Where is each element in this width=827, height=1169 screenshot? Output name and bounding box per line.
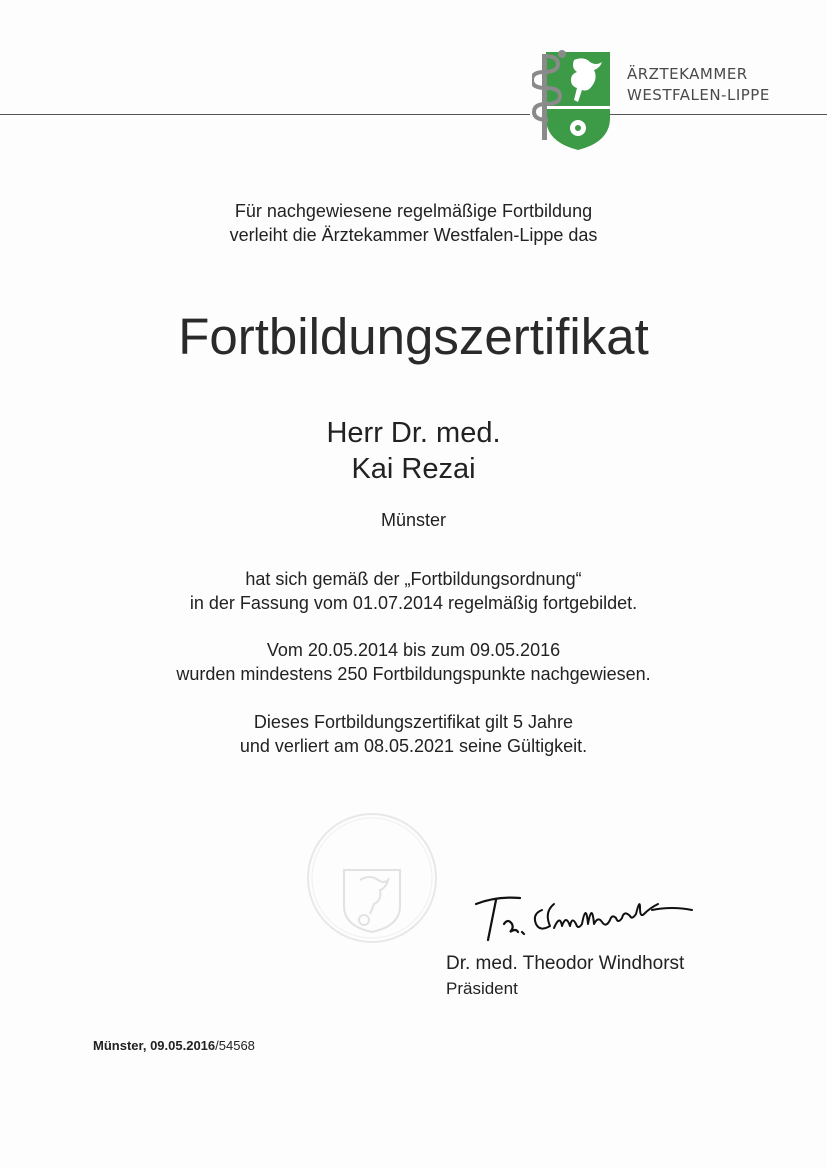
para2-line2: wurden mindestens 250 Fortbildungspunkte nachgewiesen. (176, 664, 651, 684)
body-paragraph-1 (0, 567, 827, 615)
recipient-city: Münster (380, 510, 447, 530)
org-name-line1: ÄRZTEKAMMER (627, 65, 748, 83)
embossed-seal-icon (304, 810, 440, 946)
para3-line2: und verliert am 08.05.2021 seine Gültigkeit. (239, 736, 588, 756)
intro-line1: Für nachgewiesene regelmäßige Fortbildung (234, 201, 593, 221)
recipient-salutation: Herr Dr. med. (326, 417, 501, 449)
para1-line1: hat sich gemäß der „Fortbildungsordnung“ (245, 569, 582, 589)
signer-name: Dr. med. Theodor Windhorst (446, 953, 685, 974)
certificate-title: Fortbildungszertifikat (178, 308, 649, 365)
footer-reference: /54568 (215, 1038, 255, 1053)
para1-line2: in der Fassung vom 01.07.2014 regelmäßig fortgebildet. (189, 593, 638, 613)
aekwl-logo-icon (532, 46, 612, 152)
header-rule-left (0, 114, 530, 115)
intro-text (0, 199, 827, 247)
signer-role: Präsident (446, 979, 518, 998)
recipient-name: Kai Rezai (351, 453, 476, 485)
para3-line1: Dieses Fortbildungszertifikat gilt 5 Jahre (253, 712, 574, 732)
footer-place-date-reference (93, 1038, 255, 1053)
intro-line2: verleiht die Ärztekammer Westfalen-Lippe das (229, 225, 598, 245)
org-name-line2: WESTFALEN-LIPPE (627, 86, 770, 104)
header-rule-right (610, 114, 827, 115)
body-paragraph-3 (0, 710, 827, 758)
footer-place-date: Münster, 09.05.2016 (93, 1038, 216, 1053)
para2-line1: Vom 20.05.2014 bis zum 09.05.2016 (266, 640, 561, 660)
recipient (0, 415, 827, 487)
signer (446, 951, 684, 1001)
handwritten-signature-icon (470, 888, 710, 948)
body-paragraph-2 (0, 638, 827, 686)
org-name (627, 64, 770, 106)
